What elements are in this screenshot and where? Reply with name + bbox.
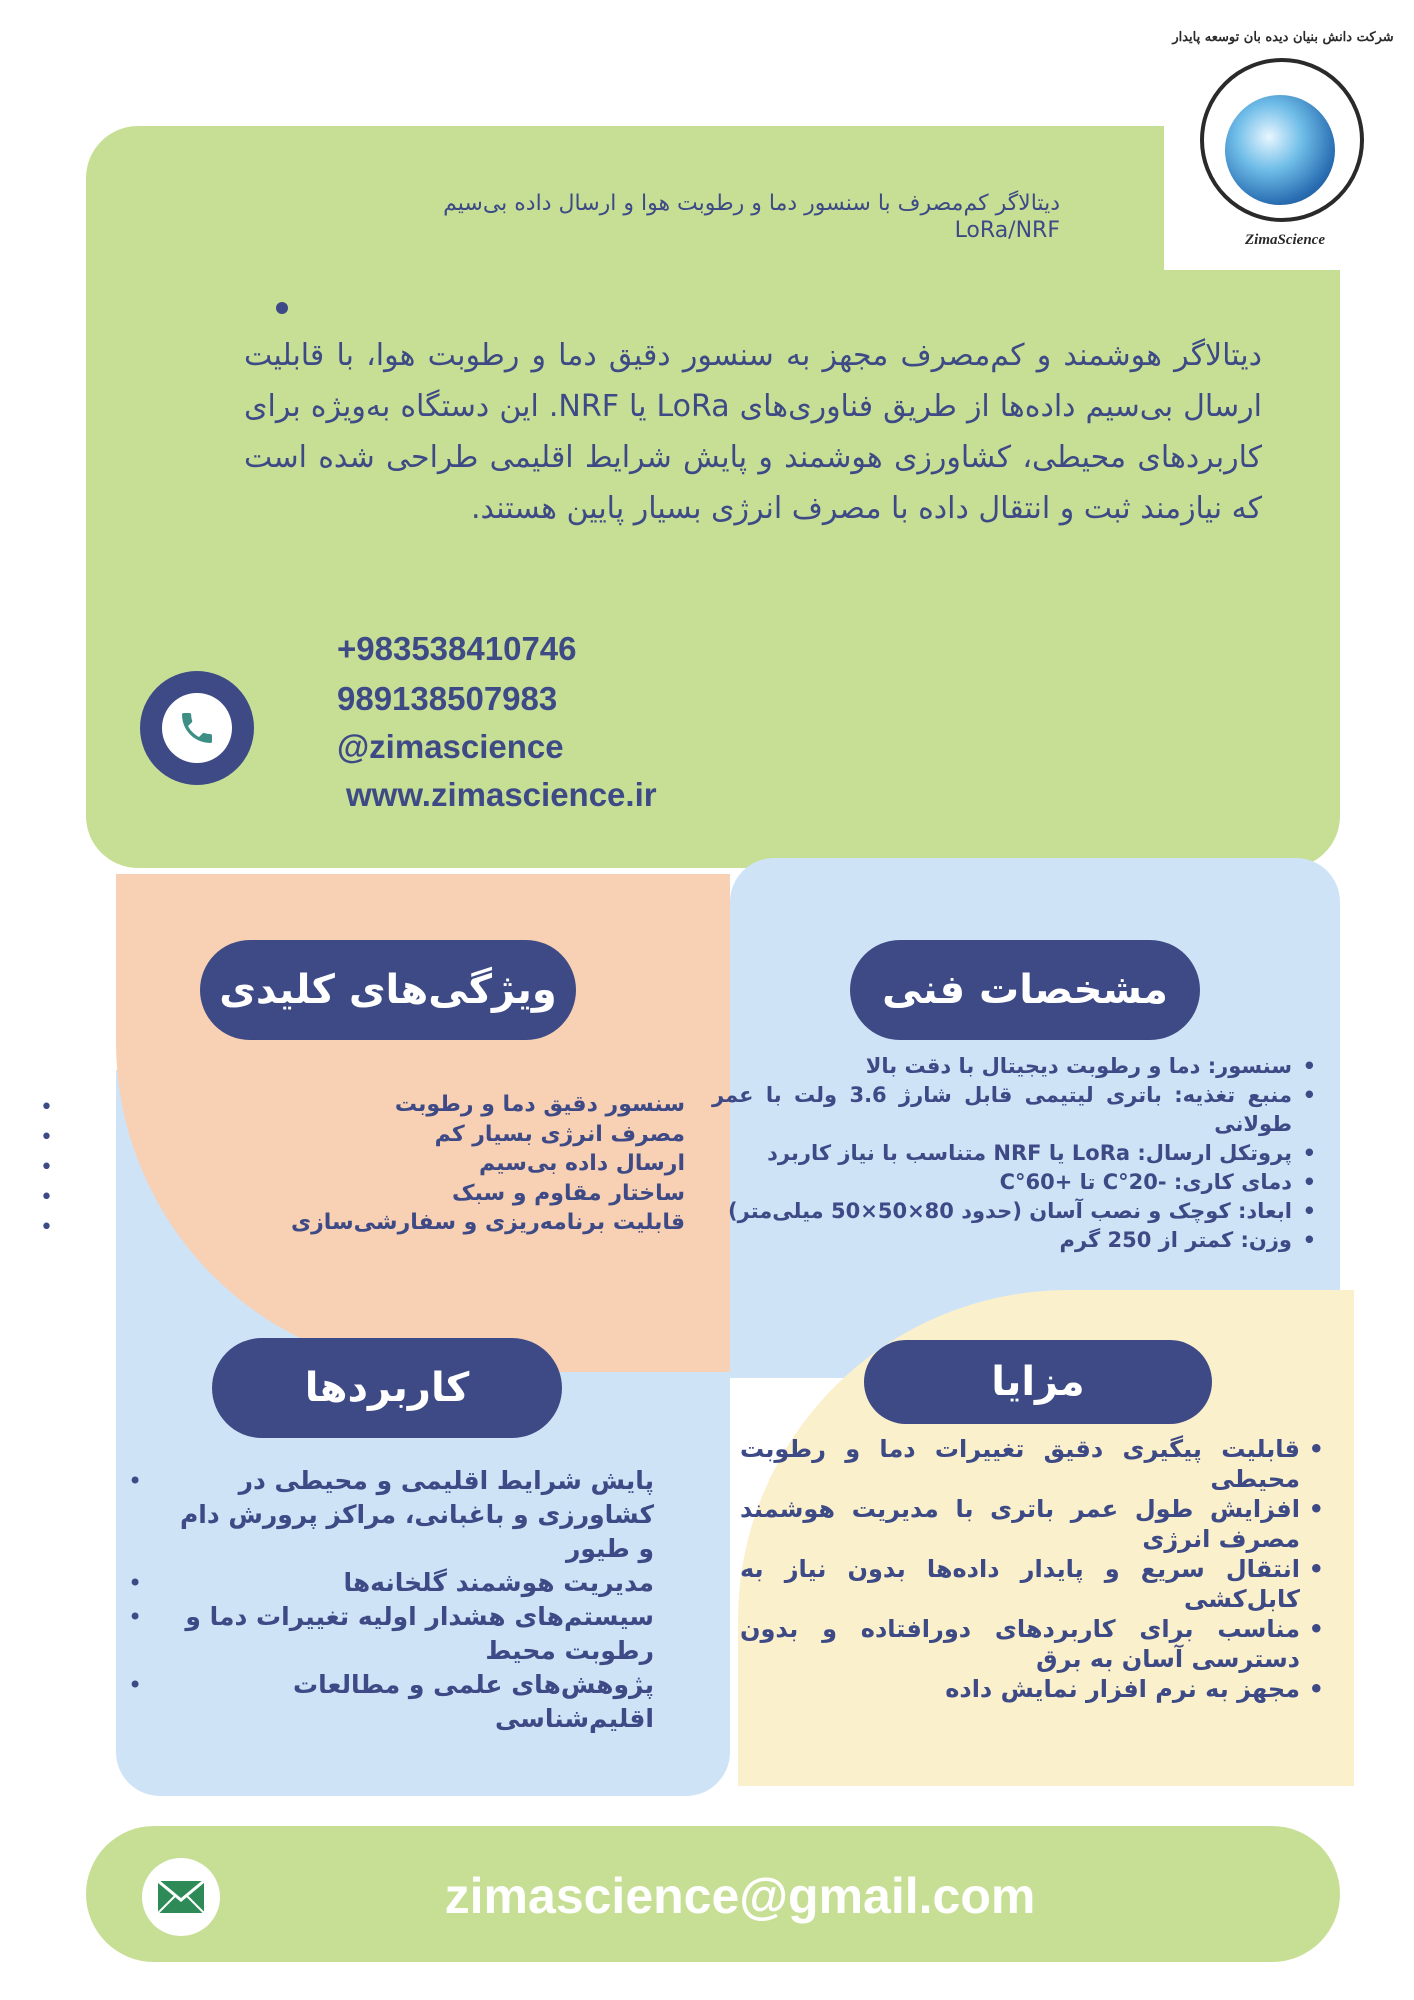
bullet-icon: • [40,1185,53,1210]
list-item: • پژوهش‌های علمی و مطالعات اقلیم‌شناسی [160,1668,654,1736]
list-item: مصرف انرژی بسیار کم [434,1121,685,1147]
features-list [260,1090,685,1238]
bullet-icon: • [128,1671,143,1699]
email-address[interactable]: zimascience@gmail.com [444,1868,1036,1924]
mail-icon [142,1858,220,1936]
applications-bullets [128,1464,142,1702]
features-title: ویژگی‌های کلیدی [200,940,576,1040]
list-item: ارسال داده بی‌سیم [478,1151,685,1176]
list-item: • ابعاد: کوچک و نصب آسان (حدود 80×50×50 میلی‌متر) [712,1197,1292,1226]
bullet-icon: • [128,1467,143,1495]
bullet-icon: • [40,1095,53,1120]
list-item: • وزن: کمتر از 250 گرم [712,1226,1292,1255]
list-item: • سنسور: دما و رطوبت دیجیتال با دقت بالا [712,1052,1292,1081]
list-item: • قابلیت پیگیری دقیق تغییرات دما و رطوبت محیطی [740,1434,1300,1494]
specs-list [712,1052,1292,1255]
list-item: • انتقال سریع و پایدار داده‌ها بدون نیاز به کابل‌کشی [740,1554,1300,1614]
list-item: قابلیت برنامه‌ریزی و سفارشی‌سازی [290,1210,685,1235]
phone-icon [162,693,232,763]
specs-title: مشخصات فنی [850,940,1200,1040]
advantages-list [740,1434,1300,1704]
bullet-icon: • [40,1215,53,1240]
logo-name: ZimaScience [1245,232,1325,248]
list-item: • سیستم‌های هشدار اولیه تغییرات دما و رطوبت محیط [160,1600,654,1668]
list-item: • دمای کاری: -20°C تا +60°C [712,1168,1292,1197]
list-item: • پروتکل ارسال: LoRa یا NRF متناسب با نیاز کاربرد [712,1139,1292,1168]
bullet-icon: • [40,1125,53,1150]
social-handle[interactable]: @zimascience [337,728,564,765]
list-item: سنسور دقیق دما و رطوبت [394,1092,685,1117]
bullet-icon: • [40,1155,53,1180]
advantages-title: مزایا [864,1340,1212,1424]
logo-circle-text: شرکت دانش بنیان دیده بان توسعه پایدار [1172,30,1394,45]
bullet-icon: • [128,1569,143,1597]
product-subtitle: دیتالاگر کم‌مصرف با سنسور دما و رطوبت هوا و ارسال داده بی‌سیم LoRa/NRF [443,191,1060,243]
product-description: دیتالاگر هوشمند و کم‌مصرف مجهز به سنسور دقیق دما و رطوبت هوا، با قابلیت ارسال بی‌سیم داده‌ها از طریق فناوری‌های LoRa یا NRF. این دستگاه به‌ویژه برای کاربردهای محیطی، کشاورزی هوشمند و پایش شرایط اقلیمی طراحی شده است که نیازمند ثبت و انتقال داده با مصرف انرژی بسیار پایین هستند. [244,338,1262,526]
bullet-icon: • [128,1603,143,1631]
phone-number-1[interactable]: +983538410746 [337,630,577,667]
phone-number-2[interactable]: 989138507983 [337,680,558,717]
list-item: • پایش شرایط اقلیمی و محیطی در کشاورزی و باغبانی، مراکز پرورش دام و طیور [160,1464,654,1566]
list-item: • افزایش طول عمر باتری با مدیریت هوشمند مصرف انرژی [740,1494,1300,1554]
applications-list [160,1464,654,1736]
applications-title: کاربردها [212,1338,562,1438]
list-item: • مدیریت هوشمند گلخانه‌ها [160,1566,654,1600]
list-item: • منبع تغذیه: باتری لیتیمی قابل شارژ 3.6 ولت با عمر طولانی [712,1081,1292,1139]
globe-icon [1225,95,1335,205]
list-item: • مجهز به نرم افزار نمایش داده [740,1674,1300,1704]
list-item: ساختار مقاوم و سبک [452,1180,685,1206]
list-item: • مناسب برای کاربردهای دورافتاده و بدون دسترسی آسان به برق [740,1614,1300,1674]
bullet-icon [276,302,288,314]
website-link[interactable]: www.zimascience.ir [346,776,657,813]
features-bullets [40,1093,53,1243]
